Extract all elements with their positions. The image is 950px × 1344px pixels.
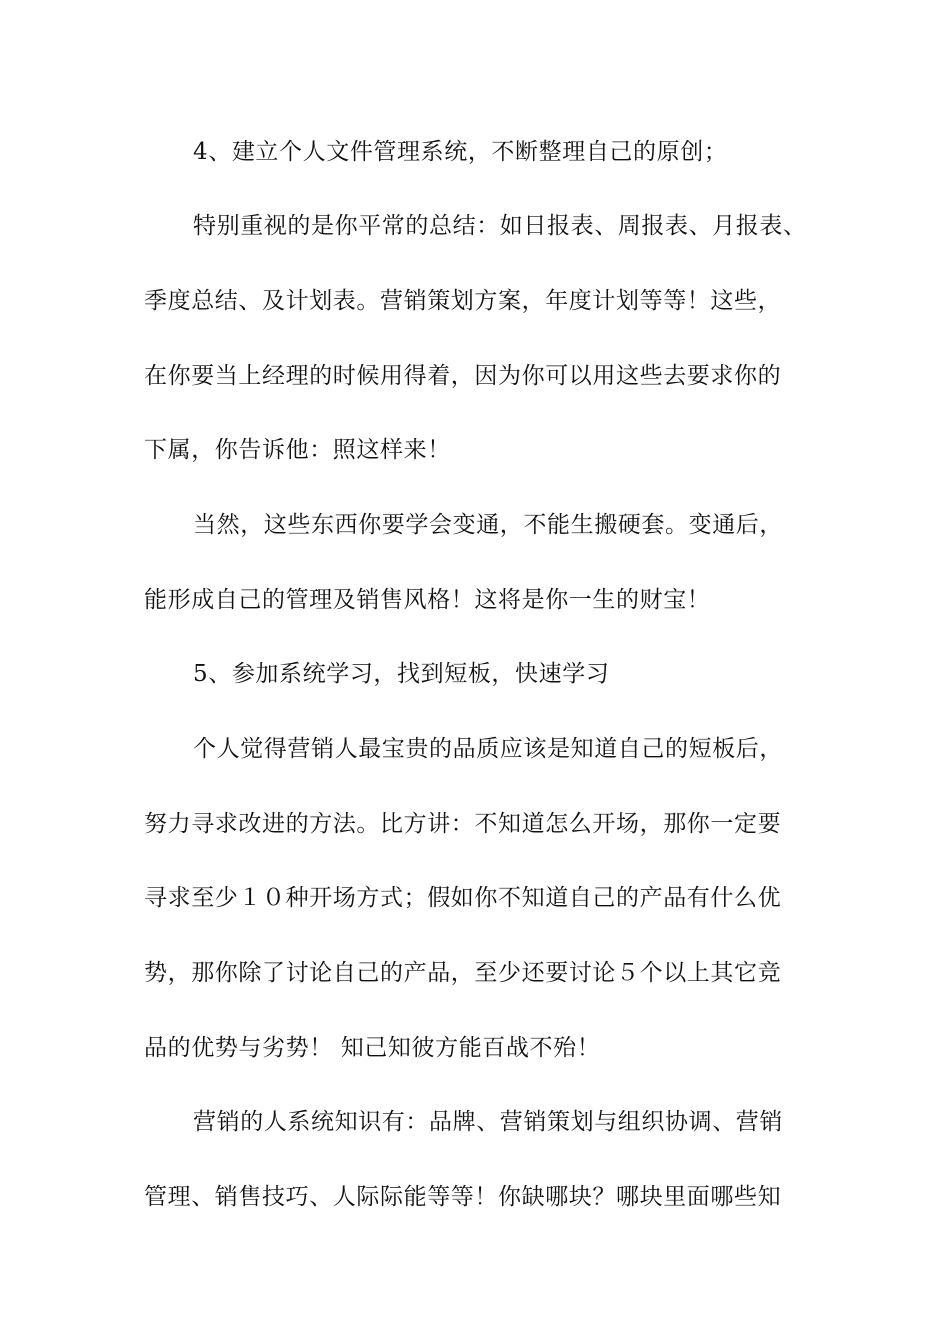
paragraph-line: 个人觉得营销人最宝贵的品质应该是知道自己的短板后， xyxy=(193,736,783,762)
heading-4: 4、建立个人文件管理系统，不断整理自己的原创； xyxy=(193,139,728,165)
paragraph-line: 当然，这些东西你要学会变通，不能生搬硬套。变通后， xyxy=(193,512,783,538)
paragraph-line: 特别重视的是你平常的总结：如日报表、周报表、月报表、 xyxy=(193,213,807,239)
heading-5: 5、参加系统学习，找到短板，快速学习 xyxy=(193,661,610,687)
paragraph-line: 在你要当上经理的时候用得着，因为你可以用这些去要求你的 xyxy=(144,363,782,389)
paragraph-line: 营销的人系统知识有：品牌、营销策划与组织协调、营销 xyxy=(193,1109,783,1135)
paragraph-line: 努力寻求改进的方法。比方讲：不知道怎么开场，那你一定要 xyxy=(144,811,782,837)
paragraph-line: 季度总结、及计划表。营销策划方案，年度计划等等！这些， xyxy=(144,288,782,314)
paragraph-line: 寻求至少１０种开场方式；假如你不知道自己的产品有什么优 xyxy=(144,885,782,911)
paragraph-line: 势，那你除了讨论自己的产品，至少还要讨论５个以上其它竞 xyxy=(144,960,782,986)
paragraph-line: 品的优势与劣势！ 知己知彼方能百战不殆！ xyxy=(144,1035,601,1061)
paragraph-line: 能形成自己的管理及销售风格！这将是你一生的财宝！ xyxy=(144,587,711,613)
paragraph-line: 下属，你告诉他：照这样来！ xyxy=(144,437,451,463)
paragraph-line: 管理、销售技巧、人际际能等等！你缺哪块？哪块里面哪些知 xyxy=(144,1184,782,1210)
